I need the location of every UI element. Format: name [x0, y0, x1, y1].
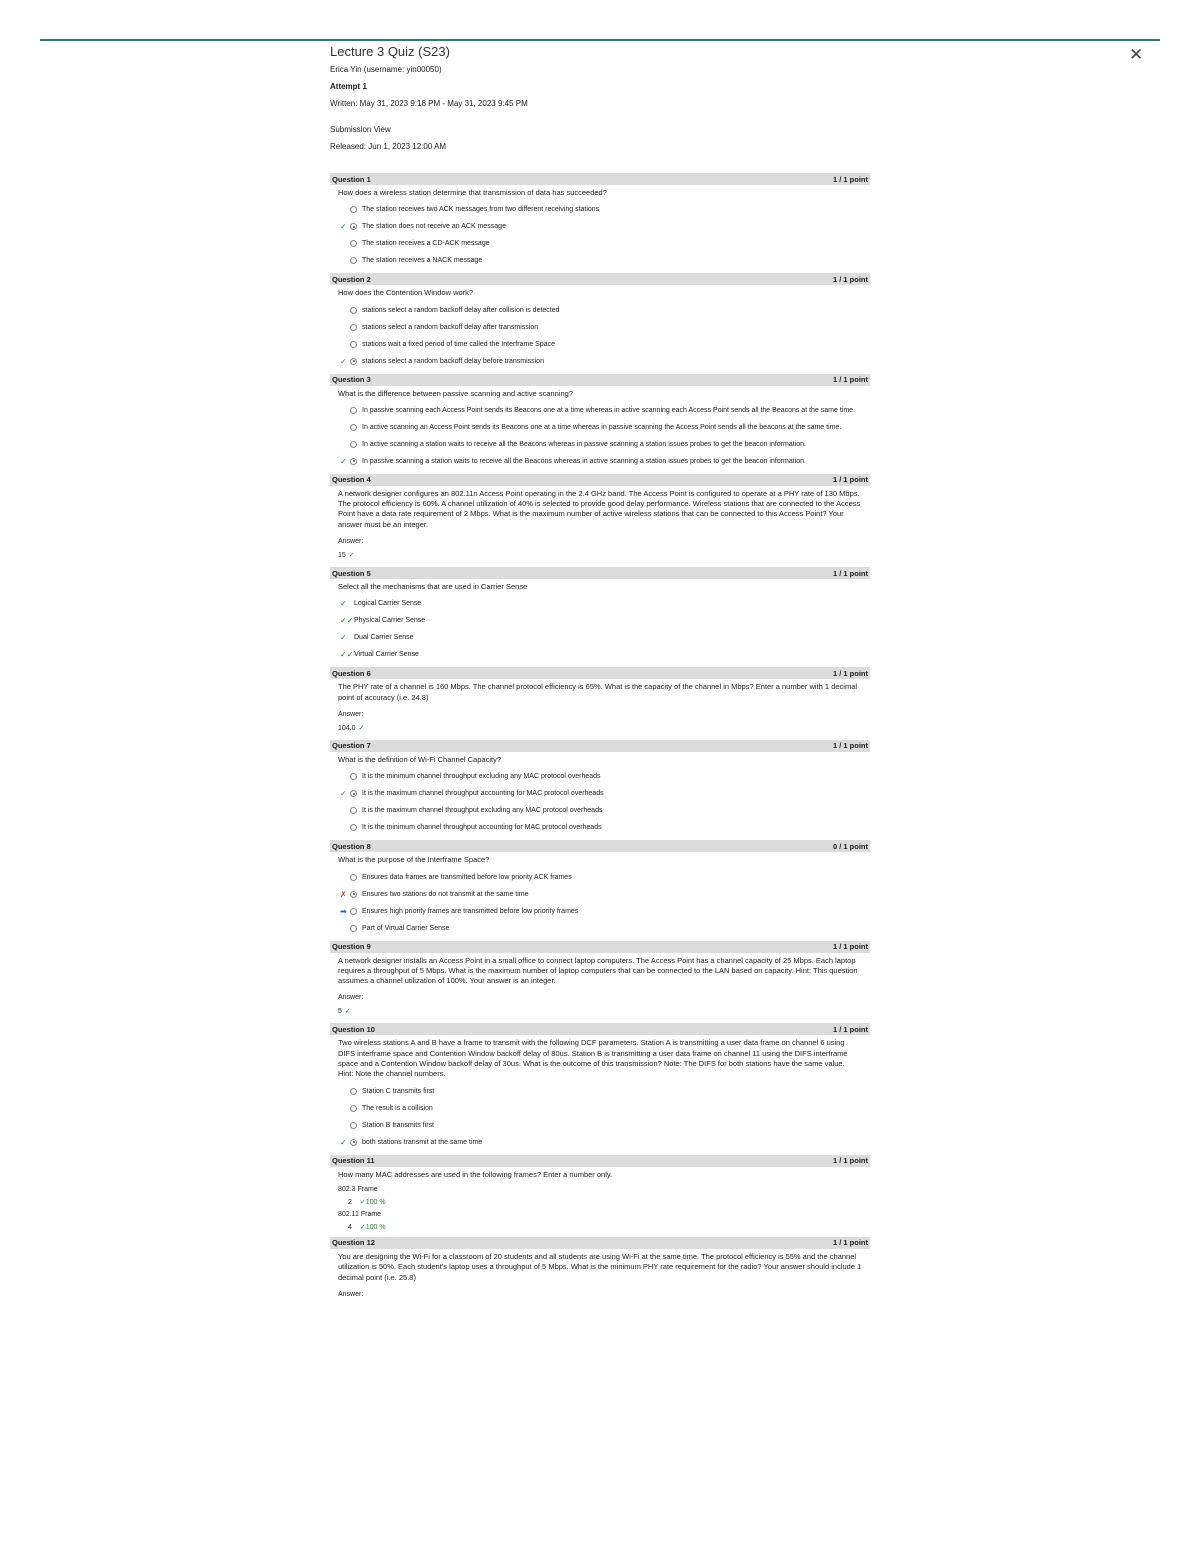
question-header	[330, 374, 870, 386]
answer-option[interactable]	[330, 869, 870, 886]
radio-button[interactable]	[350, 407, 357, 414]
answer-text: 5	[338, 1008, 342, 1016]
radio-button[interactable]	[350, 1105, 357, 1112]
radio-button[interactable]	[350, 874, 357, 881]
question-header	[330, 567, 870, 579]
option-label: Dual Carrier Sense	[354, 634, 414, 642]
check-icon: ✓✓	[340, 650, 354, 660]
check-icon: ✓	[340, 599, 347, 609]
radio-button[interactable]	[350, 458, 357, 465]
option-label: The result is a collision	[362, 1104, 433, 1112]
question-header	[330, 173, 870, 185]
radio-button[interactable]	[350, 824, 357, 831]
answer-option[interactable]	[330, 768, 870, 785]
option-label: Ensures high priority frames are transmitted before low priority frames	[362, 907, 579, 915]
check-icon: ✓	[340, 1137, 347, 1147]
option-label: The station receives a NACK message	[362, 257, 483, 265]
option-label: Station C transmits first	[362, 1087, 435, 1095]
radio-button[interactable]	[350, 240, 357, 247]
question-header	[330, 474, 870, 486]
radio-button[interactable]	[350, 1122, 357, 1129]
answer-value	[330, 547, 870, 563]
question-label: Question 11	[332, 1156, 375, 1166]
correct-answer-arrow-icon: ➡	[340, 906, 347, 916]
attempt-label: Attempt 1	[330, 82, 367, 91]
answer-text: 104.0	[338, 724, 356, 732]
frame-label: 802.11 Frame	[338, 1210, 382, 1218]
question-header	[330, 840, 870, 852]
radio-button[interactable]	[350, 257, 357, 264]
radio-button[interactable]	[350, 891, 357, 898]
question-header	[330, 941, 870, 953]
answer-label: Answer:	[338, 1290, 364, 1298]
question-header	[330, 273, 870, 285]
checkbox-option[interactable]	[330, 629, 870, 646]
option-label: Logical Carrier Sense	[354, 600, 422, 608]
answer-option[interactable]	[330, 201, 870, 218]
radio-button[interactable]	[350, 424, 357, 431]
option-label: stations select a random backoff delay before transmission	[362, 357, 544, 365]
question-score: 1 / 1 point	[832, 1156, 868, 1166]
page-title: Lecture 3 Quiz (S23)	[330, 44, 450, 59]
score-percent: ✓100 %	[359, 1223, 386, 1231]
fill-in-answer[interactable]	[330, 1196, 870, 1208]
option-label: In passive scanning a station waits to receive all the Beacons whereas in active scanning a station issues probes to get the beacon information.	[362, 457, 806, 465]
checkbox-option[interactable]	[330, 595, 870, 612]
answer-option[interactable]	[330, 252, 870, 269]
option-label: stations wait a fixed period of time called the Interframe Space	[362, 340, 555, 348]
radio-button[interactable]	[350, 206, 357, 213]
question-text: What is the definition of Wi-Fi Channel Capacity?	[338, 754, 501, 764]
answer-label: Answer:	[338, 710, 364, 718]
answer-option[interactable]	[330, 1100, 870, 1117]
answer-option[interactable]	[330, 785, 870, 802]
option-label: In active scanning a station waits to receive all the Beacons whereas in passive scanning a station issues probes to get the beacon information.	[362, 440, 806, 448]
radio-button[interactable]	[350, 223, 357, 230]
question-text: You are designing the Wi-Fi for a classroom of 20 students and all students are using Wi-Fi at the same time. The protocol efficiency is 55% and the channel utilization is 50%. Each student's laptop uses a throughput of 5 Mbps. What is the minimum PHY rate requirement for the radio? Your answer should include 1 decimal point (i.e. 25.8)	[338, 1251, 862, 1282]
question-score: 1 / 1 point	[832, 1238, 868, 1248]
option-label: Ensures two stations do not transmit at the same time	[362, 890, 529, 898]
answer-option[interactable]	[330, 819, 870, 836]
question-label: Question 5	[332, 568, 371, 578]
answer-option[interactable]	[330, 319, 870, 336]
question-score: 0 / 1 point	[832, 841, 868, 851]
option-label: The station receives a CD-ACK message	[362, 240, 490, 248]
option-label: Physical Carrier Sense	[354, 617, 426, 625]
question-score: 1 / 1 point	[832, 375, 868, 385]
released-time: Released: Jun 1, 2023 12:00 AM	[330, 142, 447, 151]
radio-button[interactable]	[350, 1088, 357, 1095]
answer-label: Answer:	[338, 538, 364, 546]
question-label: Question 3	[332, 375, 371, 385]
question-score: 1 / 1 point	[832, 274, 868, 284]
option-label: Part of Virtual Carrier Sense	[362, 924, 450, 932]
answer-option[interactable]	[330, 886, 870, 903]
radio-button[interactable]	[350, 341, 357, 348]
option-label: In passive scanning each Access Point sends its Beacons one at a time whereas in active scanning each Access Point sends all the Beacons at the same time.	[362, 406, 856, 414]
written-time: Written: May 31, 2023 9:18 PM - May 31, 2023 9:45 PM	[330, 99, 528, 108]
option-label: stations select a random backoff delay after transmission	[362, 323, 539, 331]
top-divider	[40, 39, 1160, 41]
question-label: Question 10	[332, 1024, 375, 1034]
question-score: 1 / 1 point	[832, 668, 868, 678]
question-label: Question 1	[332, 174, 371, 184]
answer-option[interactable]	[330, 436, 870, 453]
option-label: stations select a random backoff delay after collision is detected	[362, 306, 560, 314]
question-score: 1 / 1 point	[832, 475, 868, 485]
question-text: What is the difference between passive scanning and active scanning?	[338, 388, 574, 398]
option-label: both stations transmit at the same time	[362, 1138, 483, 1146]
fill-in-value: 2	[348, 1198, 352, 1206]
question-score: 1 / 1 point	[832, 1024, 868, 1034]
radio-button[interactable]	[350, 807, 357, 814]
user-name: Erica Yin (username: yin00050)	[330, 65, 442, 74]
question-text: A network designer configures an 802.11n Access Point operating in the 2.4 GHz band. The Access Point is configured to operate at a PHY rate of 130 Mbps. The protocol efficiency is 60%. A channel utilization of 40% is selected to provide good delay performance. Wireless stations that are connected to the Access Point have a data rate requirement of 2 Mbps. What is the maximum number of active wireless stations that can be connected to this Access Point? Your answer must be an integer.	[338, 488, 861, 529]
radio-button[interactable]	[350, 307, 357, 314]
question-label: Question 9	[332, 942, 371, 952]
score-percent: ✓100 %	[359, 1198, 386, 1206]
question-label: Question 8	[332, 841, 371, 851]
check-icon: ✓	[348, 552, 355, 560]
question-text: The PHY rate of a channel is 160 Mbps. The channel protocol efficiency is 65%. What is the capacity of the channel in Mbps? Enter a number with 1 decimal point of accuracy (i.e. 24.8)	[338, 682, 858, 702]
radio-button[interactable]	[350, 790, 357, 797]
question-text: A network designer installs an Access Point in a small office to connect laptop computers. The Access Point has a channel capacity of 25 Mbps. Each laptop requires a throughput of 5 Mbps. What is the maximum number of laptop computers that can be connected to the LAN based on capacity. Hint: This question assumes a channel utilization of 100%. Your answer is an integer.	[338, 955, 858, 986]
question-label: Question 2	[332, 274, 371, 284]
question-text: How does the Contention Window work?	[338, 288, 474, 298]
question-score: 1 / 1 point	[832, 942, 868, 952]
answer-option[interactable]	[330, 920, 870, 937]
answer-value	[330, 1003, 870, 1019]
answer-option[interactable]	[330, 1083, 870, 1100]
check-icon: ✓	[340, 789, 347, 799]
option-label: It is the minimum channel throughput excluding any MAC protocol overheads	[362, 773, 601, 781]
option-label: The station does not receive an ACK message	[362, 223, 506, 231]
question-list	[330, 173, 870, 1300]
answer-option[interactable]	[330, 453, 870, 470]
question-label: Question 12	[332, 1238, 375, 1248]
answer-option[interactable]	[330, 903, 870, 920]
option-label: It is the maximum channel throughput accounting for MAC protocol overheads	[362, 790, 604, 798]
frame-label: 802.3 Frame	[338, 1185, 378, 1193]
checkbox-option[interactable]	[330, 612, 870, 629]
answer-option[interactable]	[330, 302, 870, 319]
checkbox-option[interactable]	[330, 646, 870, 663]
answer-option[interactable]	[330, 419, 870, 436]
option-label: Station B transmits first	[362, 1121, 434, 1129]
question-header	[330, 740, 870, 752]
answer-option[interactable]	[330, 235, 870, 252]
check-icon: ✓	[340, 633, 347, 643]
option-label: The station receives two ACK messages from two different receiving stations	[362, 206, 600, 214]
answer-option[interactable]	[330, 336, 870, 353]
answer-option[interactable]	[330, 1117, 870, 1134]
option-label: It is the minimum channel throughput accounting for MAC protocol overheads	[362, 824, 602, 832]
option-label: In active scanning an Access Point sends its Beacons one at a time whereas in passive scanning the Access Point sends all the beacons at the same time.	[362, 423, 842, 431]
radio-button[interactable]	[350, 773, 357, 780]
question-header	[330, 1155, 870, 1167]
close-icon[interactable]: ✕	[1129, 45, 1144, 64]
radio-button[interactable]	[350, 358, 357, 365]
answer-option[interactable]	[330, 1134, 870, 1151]
question-label: Question 6	[332, 668, 371, 678]
check-icon: ✓	[358, 724, 365, 732]
radio-button[interactable]	[350, 1139, 357, 1146]
question-text: How does a wireless station determine that transmission of data has succeeded?	[338, 188, 607, 197]
radio-button[interactable]	[350, 908, 357, 915]
question-header	[330, 667, 870, 679]
question-score: 1 / 1 point	[832, 174, 868, 184]
question-score: 1 / 1 point	[832, 741, 868, 751]
check-icon: ✓	[344, 1008, 351, 1016]
question-score: 1 / 1 point	[832, 568, 868, 578]
check-icon: ✓✓	[340, 616, 354, 626]
check-icon: ✓	[340, 222, 347, 232]
answer-label: Answer:	[338, 994, 364, 1002]
check-icon: ✓	[340, 356, 347, 366]
answer-option[interactable]	[330, 802, 870, 819]
question-text: What is the purpose of the Interframe Space?	[338, 855, 490, 865]
radio-button[interactable]	[350, 925, 357, 932]
quiz-submission	[330, 44, 870, 1300]
fill-in-value: 4	[348, 1223, 352, 1231]
question-header	[330, 1237, 870, 1249]
answer-option[interactable]	[330, 353, 870, 370]
answer-option[interactable]	[330, 218, 870, 235]
question-header	[330, 1023, 870, 1035]
question-text: Two wireless stations A and B have a frame to transmit with the following DCF parameters. Station A is transmitting a user data frame on channel 6 using DIFS interframe space and Contention Window backoff delay of 80us. Station B is transmitting a user data frame on channel 11 using the DIFS interframe space and a Contention Window backoff delay of 30us. What is the outcome of this transmission? Note: The DIFS for both stations have the same value. Hint: Note the channel numbers.	[338, 1038, 848, 1079]
radio-button[interactable]	[350, 441, 357, 448]
submission-view-label: Submission View	[330, 125, 391, 134]
answer-option[interactable]	[330, 402, 870, 419]
question-label: Question 4	[332, 475, 371, 485]
question-text: How many MAC addresses are used in the following frames? Enter a number only.	[338, 1169, 613, 1179]
option-label: It is the maximum channel throughput excluding any MAC protocol overheads	[362, 807, 603, 815]
fill-in-answer[interactable]	[330, 1221, 870, 1233]
option-label: Virtual Carrier Sense	[354, 651, 419, 659]
radio-button[interactable]	[350, 324, 357, 331]
question-label: Question 7	[332, 741, 371, 751]
x-icon: ✗	[340, 889, 347, 899]
answer-value	[330, 720, 870, 736]
check-icon: ✓	[340, 456, 347, 466]
question-text: Select all the mechanisms that are used in Carrier Sense	[338, 582, 528, 592]
option-label: Ensures data frames are transmitted before low priority ACK frames	[362, 873, 572, 881]
answer-text: 15	[338, 552, 346, 560]
